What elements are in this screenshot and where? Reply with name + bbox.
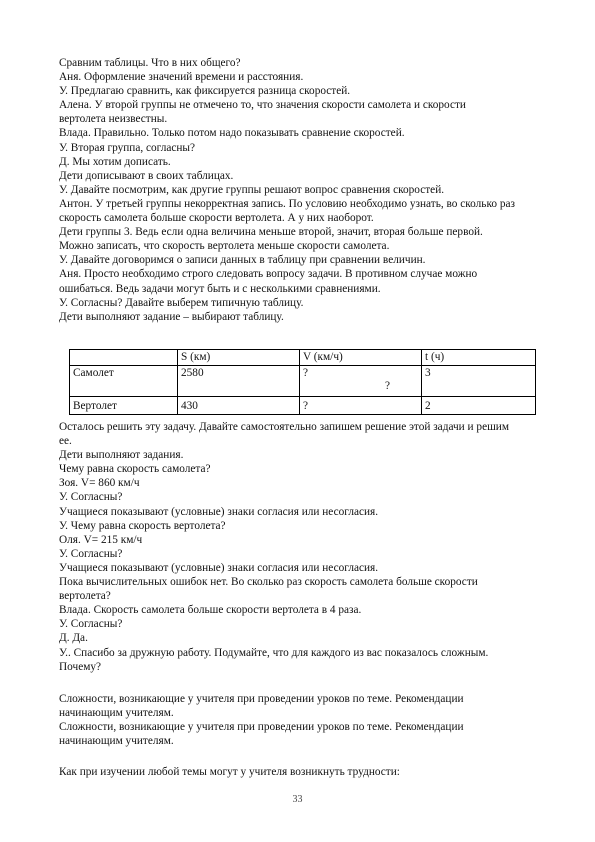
dialogue-block-1 [59,56,539,324]
dialogue-block-2 [59,420,539,674]
text-line: Алена. У второй группы не отмечено то, что значения скорости самолета и скорости [59,99,466,112]
table-header-row [70,350,536,366]
text-line: ее. [59,435,72,448]
text-line: Д. Мы хотим дописать. [59,155,171,168]
text-line: Дети выполняют задание – выбирают таблицу. [59,310,284,323]
table-cell: 3 [422,366,536,397]
text-line: Сравним таблицы. Что в них общего? [59,57,241,69]
text-line: У.. Спасибо за дружную работу. Подумайте, что для каждого из вас показалось сложным. [59,646,489,659]
table-cell: 430 [178,397,300,415]
text-line: У. Давайте посмотрим, как другие группы решают вопрос сравнения скоростей. [59,183,445,196]
text-line: начинающим учителям. [59,707,174,720]
text-line: У. Вторая группа, согласны? [59,141,196,154]
section-heading-block [59,692,539,748]
text-line: Дети группы 3. Ведь если одна величина меньше второй, значит, вторая больше первой. [59,226,483,239]
text-line: У. Согласны? [59,547,123,560]
text-line: Дети выполняют задания. [59,449,184,462]
text-line: Можно записать, что скорость вертолета меньше скорости самолета. [59,240,390,253]
text-line: У. Чему равна скорость вертолета? [59,519,226,532]
text-line: Осталось решить эту задачу. Давайте самостоятельно запишем решение этой задачи и решим [59,421,509,433]
comparison-mark: ? [385,380,391,392]
text-line: Сложности, возникающие у учителя при проведении уроков по теме. Рекомендации [59,693,464,705]
table-cell: Вертолет [70,397,178,415]
table-cell: Самолет [70,366,178,397]
table-cell: 2580 [178,366,300,397]
text-line: Влада. Правильно. Только потом надо показывать сравнение скоростей. [59,127,405,140]
table-row [70,397,536,415]
text-line: Д. Да. [59,632,88,645]
text-line: У. Согласны? [59,491,123,504]
data-table [69,349,536,415]
text-line: вертолета неизвестны. [59,113,168,126]
text-line: Антон. У третьей группы некорректная запись. По условию необходимо узнать, во сколько раз [59,197,515,210]
text-line: начинающим учителям. [59,735,174,748]
text-line: Учащиеся показывают (условные) знаки согласия или несогласия. [59,561,379,574]
table-header-cell: S (км) [178,350,300,366]
table-header-cell [70,350,178,366]
text-line: Влада. Скорость самолета больше скорости вертолета в 4 раза. [59,604,362,617]
text-line: Чему равна скорость самолета? [59,463,211,476]
page-number: 33 [292,794,303,805]
table-cell-text: ? [303,367,309,379]
text-line: Аня. Оформление значений времени и расстояния. [59,71,304,84]
text-line: Сложности, возникающие у учителя при проведении уроков по теме. Рекомендации [59,721,464,734]
table-header-cell: V (км/ч) [300,350,422,366]
table-header-cell: t (ч) [422,350,536,366]
text-line: У. Давайте договоримся о записи данных в таблицу при сравнении величин. [59,254,426,267]
text-line: скорость самолета больше скорости вертолета. А у них наоборот. [59,212,374,225]
text-line: Зоя. V= 860 км/ч [59,477,140,490]
text-line: Учащиеся показывают (условные) знаки согласия или несогласия. [59,505,379,518]
text-line: Почему? [59,660,102,673]
text-line: Как при изучении любой темы могут у учителя возникнуть трудности: [59,766,400,778]
text-line: У. Предлагаю сравнить, как фиксируется разница скоростей. [59,85,351,98]
text-line: У. Согласны? [59,618,123,631]
closing-line-block [59,765,539,779]
text-line: ошибаться. Ведь задачи могут быть и с несколькими сравнениями. [59,282,381,295]
text-line: Пока вычислительных ошибок нет. Во сколько раз скорость самолета больше скорости [59,576,478,589]
text-line: вертолета? [59,590,111,603]
table-cell-velocity [300,366,422,397]
text-line: У. Согласны? Давайте выберем типичную таблицу. [59,296,304,309]
text-line: Дети дописывают в своих таблицах. [59,169,234,182]
text-line: Аня. Просто необходимо строго следовать вопросу задачи. В противном случае можно [59,268,478,281]
table-cell: 2 [422,397,536,415]
text-line: Оля. V= 215 км/ч [59,533,143,546]
table-row [70,366,536,397]
table-cell: ? [300,397,422,415]
